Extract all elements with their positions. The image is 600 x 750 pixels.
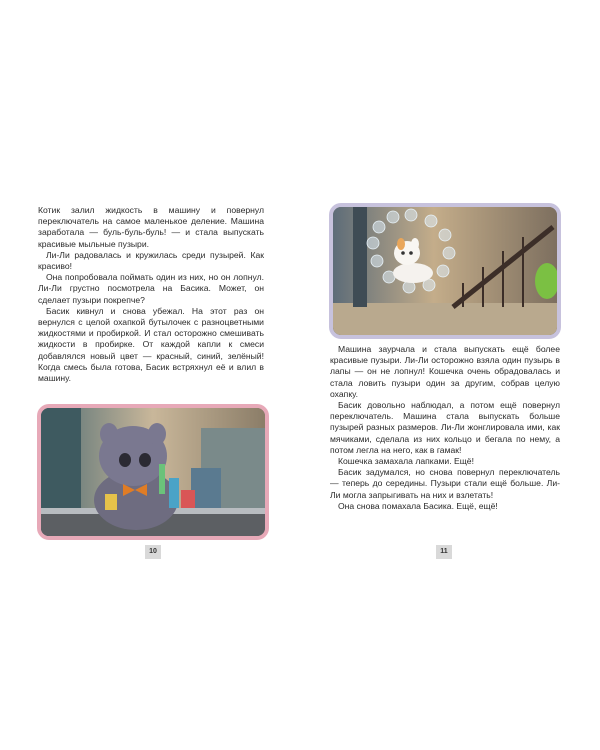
paragraph: Она снова помахала Басика. Ещё, ещё! — [338, 500, 498, 511]
basik-illustration-image — [41, 408, 265, 536]
paragraph: Ли-Ли радовалась и кружилась среди пузырей. Как красиво! — [38, 249, 264, 272]
paragraph: Котик залил жидкость в машину и повернул переключатель на самое маленькое деление. Машина заработала — буль-буль-буль! — и стала выпускать красивые мыльные пузыри. — [38, 205, 264, 249]
page-number: 11 — [436, 545, 452, 559]
left-page-text — [38, 205, 264, 384]
paragraph: Машина заурчала и стала выпускать ещё более красивые пузыри. Ли-Ли осторожно взяла один пузырь в лапы — он не лопнул! Кошечка очень обрадовалась и стала ловить пузыри один за другим, собрав целую охапку. — [330, 344, 560, 399]
right-page — [300, 0, 600, 750]
paragraph: Басик довольно наблюдал, а потом ещё повернул переключатель. Машина стала выпускать больше пузырей разных размеров. Ли-Ли жонглировала ими, как мячиками, сделала из них кольцо и бегала по нему, а потом легла на него, как в гамак! — [330, 400, 560, 455]
right-page-text — [330, 344, 560, 512]
paragraph: Басик задумался, но снова повернул переключатель — теперь до середины. Пузыри стали ещё больше. Ли-Ли могла запрыгивать на них и взлетать! — [330, 467, 560, 500]
illustration-lili-bubbles — [329, 203, 561, 339]
paragraph: Кошечка замахала лапками. Ещё! — [338, 456, 474, 467]
lili-illustration-image — [333, 207, 557, 335]
paragraph: Басик кивнул и снова убежал. На этот раз он вернулся с целой охапкой бутылочек с разноцветными жидкостями и пробиркой. И стал осторожно смешивать жидкости в пробирке. От каждой капли к смеси добавлялся новый цвет — красный, синий, зелёный! Когда смесь была готова, Басик встряхнул её и влил в машину. — [38, 305, 264, 384]
paragraph: Она попробовала поймать один из них, но он лопнул. Ли-Ли грустно посмотрела на Басика. Может, он сделает пузыри покрепче? — [38, 272, 264, 305]
illustration-basik-mixing — [37, 404, 269, 540]
page-number: 10 — [145, 545, 161, 559]
